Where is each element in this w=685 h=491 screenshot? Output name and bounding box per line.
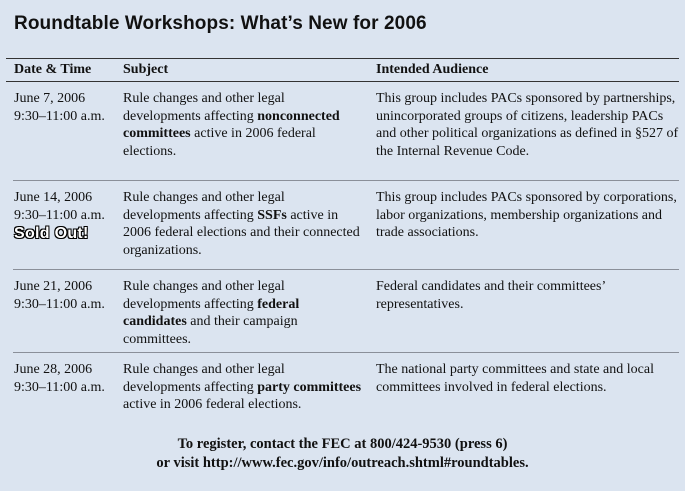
subject-text: and their campaign committees. <box>123 314 298 347</box>
date-cell <box>6 189 117 265</box>
audience-cell: The national party committees and state and local committees involved in federal elections. <box>376 362 654 395</box>
subject-text: active in 2006 federal elections. <box>123 126 316 159</box>
header-audience: Intended Audience <box>376 62 489 77</box>
subject-text: Rule changes and other legal developments affecting <box>123 279 285 312</box>
subject-emphasis: SSFs <box>257 207 287 223</box>
table-row <box>6 353 679 443</box>
audience-cell: This group includes PACs sponsored by partnerships, unincorporated groups of citizens, leadership PACs and other political organizations as defined in §527 of the Internal Revenue Code. <box>376 91 679 159</box>
subject-cell <box>117 361 370 439</box>
workshop-date: June 28, 2006 <box>14 362 93 377</box>
subject-cell <box>117 90 370 176</box>
workshop-date: June 14, 2006 <box>14 190 93 205</box>
table-row <box>6 270 679 352</box>
workshop-time: 9:30–11:00 a.m. <box>14 207 105 223</box>
date-cell <box>6 90 117 176</box>
subject-text: active in 2006 federal elections. <box>123 397 302 412</box>
audience-cell: This group includes PACs sponsored by corporations, labor organizations, membership organizations and trade associations. <box>376 190 677 240</box>
workshop-table <box>6 58 679 443</box>
date-cell <box>6 361 117 439</box>
subject-text: Rule changes and other legal developments affecting <box>123 362 285 395</box>
workshop-time: 9:30–11:00 a.m. <box>14 108 105 124</box>
workshop-time: 9:30–11:00 a.m. <box>14 379 105 395</box>
workshop-time: 9:30–11:00 a.m. <box>14 296 105 312</box>
header-subject: Subject <box>123 62 169 77</box>
date-cell <box>6 278 117 348</box>
subject-text: Rule changes and other legal developments affecting <box>123 91 285 124</box>
workshop-date: June 21, 2006 <box>14 279 93 294</box>
registration-phone: To register, contact the FEC at 800/424-9530 (press 6) <box>177 436 508 452</box>
subject-cell <box>117 278 370 348</box>
page-title: Roundtable Workshops: What’s New for 2006 <box>14 13 427 34</box>
subject-cell <box>117 189 370 265</box>
subject-emphasis: party committees <box>257 379 362 395</box>
table-header <box>6 59 679 81</box>
subject-text: active in 2006 federal elections and their connected organizations. <box>123 207 360 258</box>
subject-emphasis: nonconnected committees <box>123 108 340 141</box>
sold-out-badge: Sold Out! <box>14 225 89 242</box>
subject-text: Rule changes and other legal developments affecting <box>123 190 285 223</box>
audience-cell: Federal candidates and their committees’ representatives. <box>376 279 606 312</box>
workshop-date: June 7, 2006 <box>14 91 86 106</box>
registration-url: or visit http://www.fec.gov/info/outreach.shtml#roundtables. <box>156 455 529 471</box>
table-row <box>6 181 679 269</box>
table-row <box>6 82 679 180</box>
header-date-time: Date & Time <box>14 62 92 77</box>
subject-emphasis: federal candidates <box>123 296 300 329</box>
registration-info <box>0 435 685 473</box>
